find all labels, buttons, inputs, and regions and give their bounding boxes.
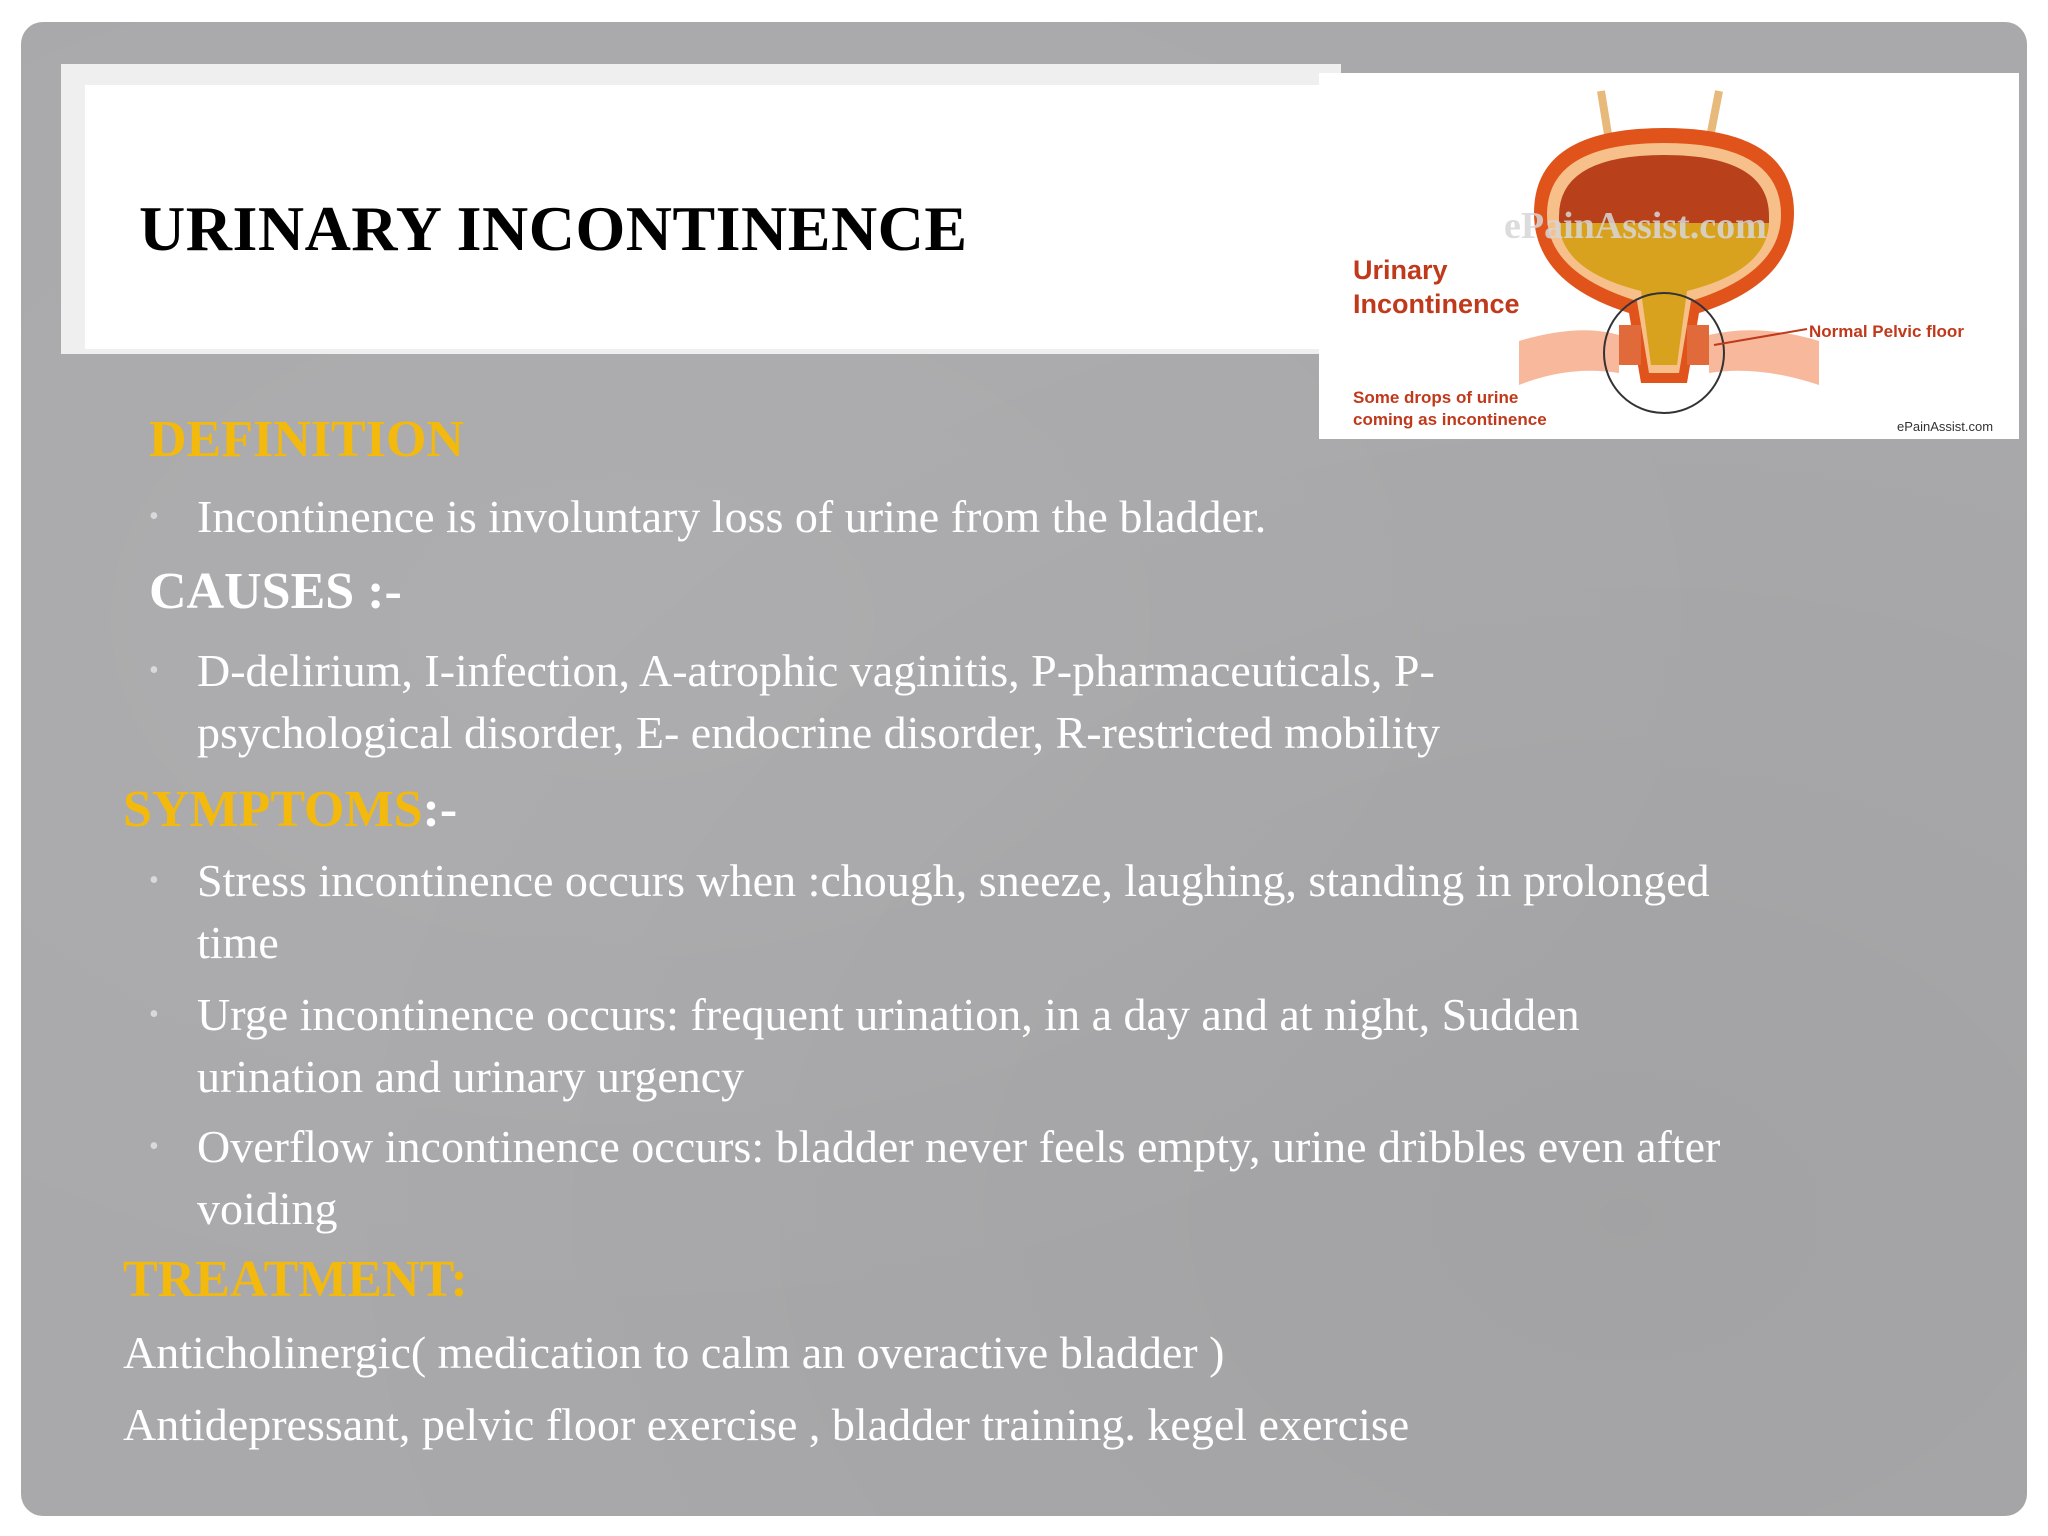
figure-label-incontinence: Incontinence <box>1353 289 1520 319</box>
symptom-urge-line2: urination and urinary urgency <box>197 1051 745 1102</box>
sphincter-left <box>1619 325 1641 365</box>
causes-bullet <box>149 640 1441 764</box>
definition-bullet <box>149 486 1267 548</box>
symptom-urge-line1: Urge incontinence occurs: frequent urination, in a day and at night, Sudden <box>197 989 1580 1040</box>
slide-title: URINARY INCONTINENCE <box>139 193 968 264</box>
figure-label-drops-2: coming as incontinence <box>1353 410 1547 429</box>
causes-text-line2: psychological disorder, E- endocrine disorder, R-restricted mobility <box>197 707 1441 758</box>
treatment-line-2: Antidepressant, pelvic floor exercise , bladder training. kegel exercise <box>123 1399 1410 1450</box>
bladder-illustration <box>1319 73 2019 439</box>
bullet-dot-icon: • <box>149 501 159 532</box>
symptoms-heading-label: SYMPTOMS <box>123 781 423 838</box>
watermark-text: ePainAssist.com <box>1504 205 1767 247</box>
bladder-diagram <box>1319 73 2019 439</box>
symptom-bullet-stress <box>149 850 1710 974</box>
causes-text-line1: D-delirium, I-infection, A-atrophic vaginitis, P-pharmaceuticals, P- <box>197 645 1435 696</box>
bullet-dot-icon: • <box>149 1131 159 1162</box>
treatment-line-1: Anticholinergic( medication to calm an overactive bladder ) <box>123 1327 1225 1378</box>
symptoms-heading <box>123 780 457 839</box>
figure-label-pelvic: Normal Pelvic floor <box>1809 322 1964 341</box>
figure-credit: ePainAssist.com <box>1897 419 1994 434</box>
bullet-dot-icon: • <box>149 865 159 896</box>
symptom-bullet-urge <box>149 984 1580 1108</box>
symptom-overflow-line1: Overflow incontinence occurs: bladder never feels empty, urine dribbles even after <box>197 1121 1721 1172</box>
definition-heading: DEFINITION <box>149 411 464 468</box>
pelvic-floor-right <box>1709 330 1819 385</box>
bullet-dot-icon: • <box>149 999 159 1030</box>
symptom-stress-line1: Stress incontinence occurs when :chough, sneeze, laughing, standing in prolonged <box>197 855 1710 906</box>
symptom-overflow-line2: voiding <box>197 1183 338 1234</box>
causes-heading: CAUSES :- <box>149 563 402 620</box>
definition-text: Incontinence is involuntary loss of urine from the bladder. <box>197 491 1267 542</box>
symptoms-heading-suffix: :- <box>422 781 458 838</box>
sphincter-right <box>1687 325 1709 365</box>
bullet-dot-icon: • <box>149 655 159 686</box>
symptom-bullet-overflow <box>149 1116 1721 1240</box>
figure-label-drops-1: Some drops of urine <box>1353 388 1519 407</box>
treatment-heading: TREATMENT: <box>123 1251 468 1308</box>
symptom-stress-line2: time <box>197 917 279 968</box>
slide <box>21 22 2027 1516</box>
figure-label-urinary: Urinary <box>1353 255 1448 285</box>
